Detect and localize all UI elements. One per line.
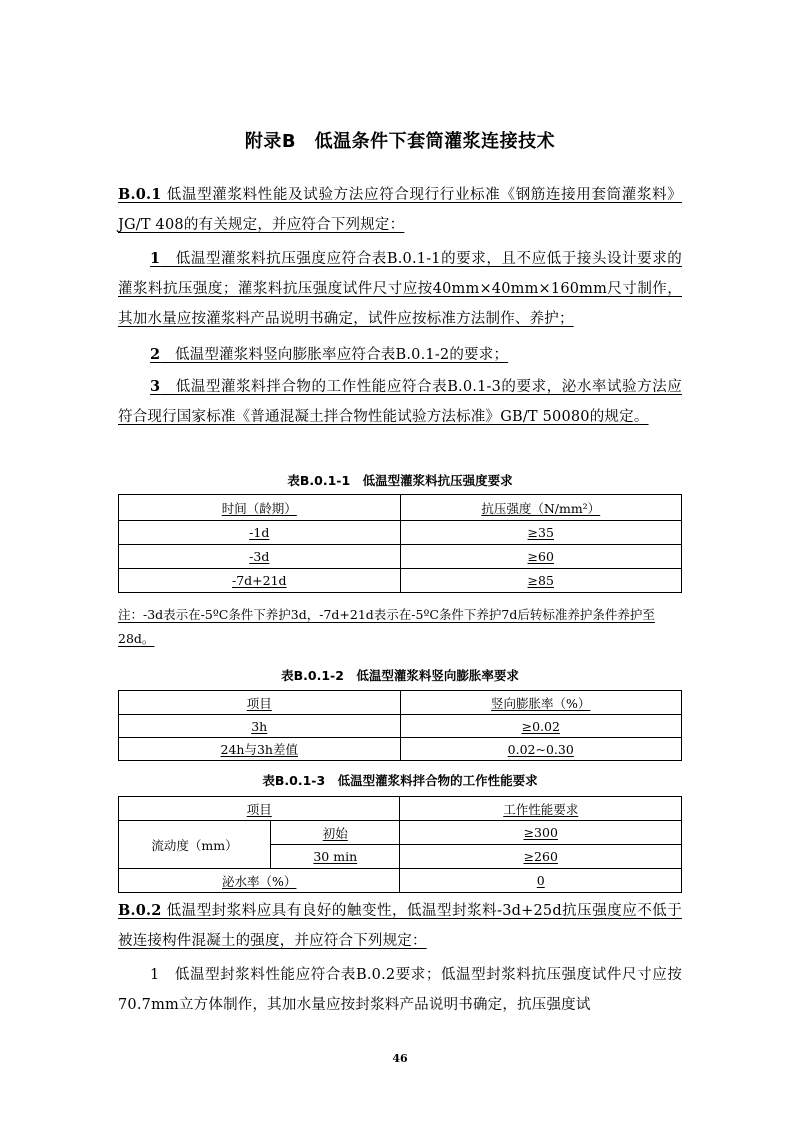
table-header-row [119,797,682,821]
table-cell: ≥260 [523,849,558,864]
table-cell: 0.02~0.30 [507,741,574,757]
clause-number: B.0.2 [118,902,162,919]
table-header-cell: 项目 [246,695,272,711]
item-text: 低温型灌浆料抗压强度应符合表B.0.1-1的要求，且不应低于接头设计要求的灌浆料抗压强度；灌浆料抗压强度试件尺寸应按40mm×40mm×160mm尺寸制作，其加水量应按灌浆料产品说明书确定，试件应按标准方法制作、养护； [118,251,682,327]
table-cell: 初始 [322,825,348,841]
page-title: 附录B 低温条件下套筒灌浆连接技术 [244,131,556,152]
table-cell: ≥0.02 [521,718,560,734]
table-row [119,821,682,845]
table2-caption: 表B.0.1-2 低温型灌浆料竖向膨胀率要求 [281,668,519,683]
table3-caption: 表B.0.1-3 低温型灌浆料拌合物的工作性能要求 [262,773,538,788]
table-header-cell: 竖向膨胀率（%） [491,695,591,711]
table1 [118,494,682,593]
table2 [118,690,682,761]
table-row [119,521,682,545]
table-row [119,738,682,761]
item-2 [118,340,682,370]
table-cell: -3d [249,549,270,564]
note-text: 注：-3d表示在-5ºC条件下养护3d，-7d+21d表示在-5ºC条件下养护7d后转标准养护条件养护至28d。 [118,607,655,646]
clause-text: 低温型灌浆料性能及试验方法应符合现行行业标准《钢筋连接用套筒灌浆料》JG/T 408的有关规定，并应符合下列规定： [118,187,682,233]
clause-number: B.0.1 [118,186,162,203]
table-header-cell: 工作性能要求 [503,801,579,817]
item-text: 低温型灌浆料竖向膨胀率应符合表B.0.1-2的要求； [160,347,509,363]
table-cell: ≥35 [527,525,554,540]
item-number: 1 [150,250,161,267]
item-text: 低温型封浆料性能应符合表B.0.2要求；低温型封浆料抗压强度试件尺寸应按70.7mm立方体制作，其加水量应按封浆料产品说明书确定，抗压强度试 [118,967,682,1013]
table-cell: -1d [249,525,270,540]
item-3 [118,372,682,432]
page-number: 46 [392,1052,408,1065]
table-header-cell: 时间（龄期） [221,500,297,516]
table-cell: 30 min [313,849,358,864]
item-number: 1 [150,967,160,983]
table1-note [118,603,682,651]
item-text: 低温型灌浆料拌合物的工作性能应符合表B.0.1-3的要求，泌水率试验方法应符合现行国家标准《普通混凝土拌合物性能试验方法标准》GB/T 50080的规定。 [118,379,682,425]
table-cell: ≥300 [523,825,558,840]
table-cell: ≥85 [527,573,554,588]
table-row [119,715,682,738]
table-cell: 3h [251,718,268,734]
table-row [119,569,682,593]
table-header-row [119,495,682,521]
table-header-cell: 项目 [246,801,272,817]
item-1 [118,244,682,334]
clause-text: 低温型封浆料应具有良好的触变性，低温型封浆料-3d+25d抗压强度应不低于被连接构件混凝土的强度，并应符合下列规定： [118,903,682,949]
clause-b02 [118,896,682,956]
table-header-cell: 抗压强度（N/mm²） [481,500,601,516]
table-cell: 0 [536,873,545,888]
table-row [119,545,682,569]
table-cell: 泌水率（%） [222,873,297,889]
b02-item-1 [118,960,682,1020]
item-number: 2 [150,346,161,363]
table-header-row [119,691,682,715]
table-cell: -7d+21d [231,573,287,588]
item-number: 3 [150,378,161,395]
group-label: 流动度（mm） [151,837,238,853]
table-row [119,869,682,893]
table1-caption: 表B.0.1-1 低温型灌浆料抗压强度要求 [287,473,513,488]
table-cell: 24h与3h差值 [220,742,298,757]
clause-b01 [118,180,682,240]
table-cell: ≥60 [527,549,554,564]
table3 [118,796,682,893]
